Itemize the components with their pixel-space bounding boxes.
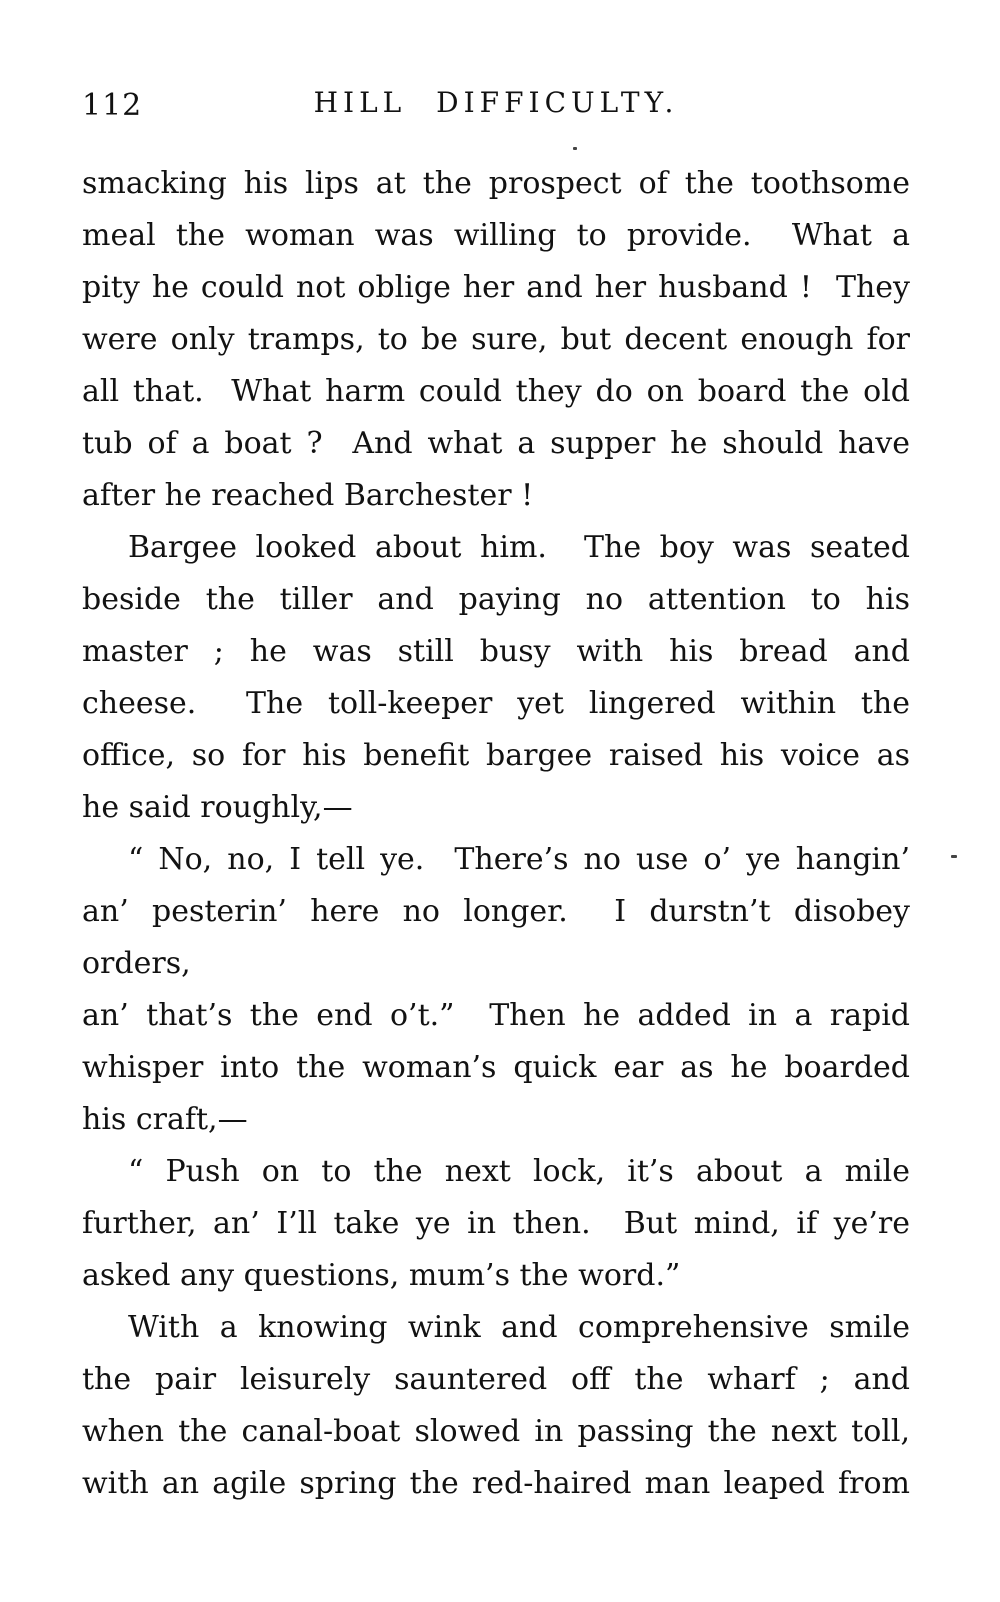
text-line: when the canal-boat slowed in passing the next toll, <box>82 1414 910 1449</box>
text-line: “ No, no, I tell ye. There’s no use o’ ye hangin’ <box>128 842 910 877</box>
paragraph <box>82 1146 910 1302</box>
page-number: 112 <box>82 88 143 123</box>
paragraph <box>82 522 910 834</box>
text-line: asked any questions, mum’s the word.” <box>82 1258 681 1293</box>
text-line: after he reached Barchester ! <box>82 478 534 513</box>
paragraph <box>82 158 910 522</box>
text-line: With a knowing wink and comprehensive smile <box>128 1310 910 1345</box>
text-line: smacking his lips at the prospect of the toothsome <box>82 166 910 201</box>
scan-artifact-dash <box>951 855 957 858</box>
text-line: he said roughly,— <box>82 790 353 825</box>
page-header <box>82 86 910 126</box>
text-line: master ; he was still busy with his bread and <box>82 634 910 669</box>
text-line: office, so for his benefit bargee raised his voice as <box>82 738 910 773</box>
text-line: all that. What harm could they do on board the old <box>82 374 910 409</box>
scan-artifact-dot <box>573 147 577 150</box>
text-line: the pair leisurely sauntered off the wharf ; and <box>82 1362 910 1397</box>
text-line: his craft,— <box>82 1102 248 1137</box>
text-line: further, an’ I’ll take ye in then. But mind, if ye’re <box>82 1206 910 1241</box>
text-line: whisper into the woman’s quick ear as he boarded <box>82 1050 910 1085</box>
text-line: with an agile spring the red-haired man leaped from <box>82 1466 910 1501</box>
paragraph <box>82 1302 910 1510</box>
text-line: Bargee looked about him. The boy was seated <box>128 530 910 565</box>
text-line: an’ that’s the end o’t.” Then he added in a rapid <box>82 998 910 1033</box>
text-line: cheese. The toll-keeper yet lingered within the <box>82 686 910 721</box>
body-text <box>82 158 920 1510</box>
text-line: “ Push on to the next lock, it’s about a mile <box>128 1154 910 1189</box>
text-line: meal the woman was willing to provide. What a <box>82 218 910 253</box>
paragraph <box>82 834 920 1146</box>
text-line: pity he could not oblige her and her husband ! They <box>82 270 910 305</box>
text-line: were only tramps, to be sure, but decent enough for <box>82 322 910 357</box>
running-title: HILL DIFFICULTY. <box>313 86 679 119</box>
text-line: tub of a boat ? And what a supper he should have <box>82 426 910 461</box>
text-line: beside the tiller and paying no attention to his <box>82 582 910 617</box>
text-line: an’ pesterin’ here no longer. I durstn’t disobey orders, <box>82 894 920 981</box>
